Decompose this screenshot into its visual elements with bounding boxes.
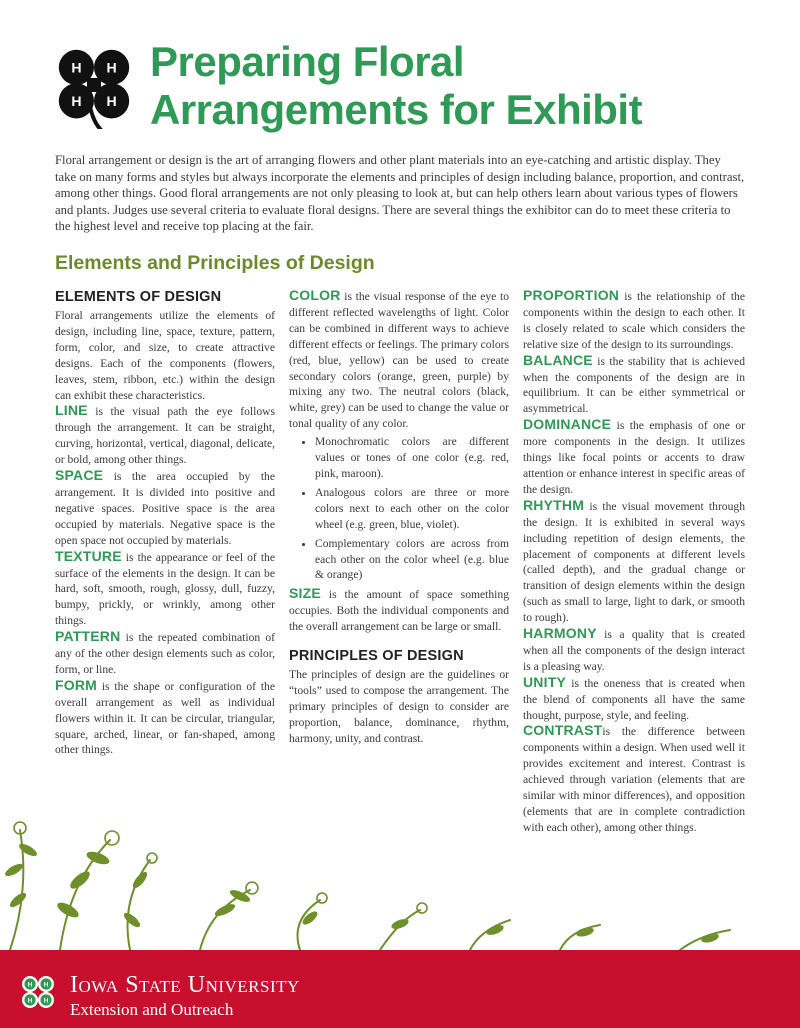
principles-intro: The principles of design are the guidelines or “tools” used to compose the arrangement. The primary principles of design to consider are proportion, balance, dominance, rhythm, harmony, unity, and contrast. <box>289 668 509 745</box>
color-paragraph <box>289 288 509 432</box>
elements-intro: Floral arrangements utilize the elements of design, including line, space, texture, pattern, form, color, and size, to create attractive designs. Each of the components (flowers, leaves, stem, ribbon, etc.) within the design can exhibit these characteristics. <box>55 309 275 402</box>
principles-heading: PRINCIPLES OF DESIGN <box>289 648 464 665</box>
texture-text: is the appearance or feel of the surface of the elements in the design. It can be hard, soft, smooth, rough, glossy, dull, fuzzy, bumpy, prickly, or wrinkly, among other things. <box>55 550 275 628</box>
rhythm-text: is the visual movement through the design. It is exhibited in several ways including repetition of design elements, the placement of components at different levels (called depth), and the gradual change or transition of design elements within the design (such as small to large, light to dark, or smooth to rough). <box>523 499 745 625</box>
balance-term: BALANCE <box>523 351 593 368</box>
color-text: is the visual response of the eye to different reflected wavelengths of light. Color can be combined in different ways to achieve different effects or feelings. The primary colors (red, blue, yellow) can be used to create secondary colors (orange, green, purple) by mixing any two. The neutral colors (black, white, grey) can be used to change the value or tonal quality of any color. <box>289 290 509 431</box>
floral-decoration-icon <box>0 770 800 952</box>
proportion-text: is the relationship of the components within the design to each other. It is closely related to scale which considers the relative size of the design to its surroundings. <box>523 290 745 351</box>
list-item: • Monochromatic colors are different values or tones of one color (e.g. red, pink, maroon). <box>315 434 509 482</box>
contrast-term: CONTRAST <box>523 722 603 739</box>
svg-text:H: H <box>106 59 117 76</box>
svg-text:H: H <box>106 93 117 110</box>
svg-text:H: H <box>27 997 33 1005</box>
svg-text:H: H <box>27 981 33 989</box>
balance-text: is the stability that is achieved when the components of the design are in equilibrium. It can be either symmetrical or asymmetrical. <box>523 354 745 416</box>
title-line-1: Preparing Floral <box>150 38 465 85</box>
column-3 <box>523 288 745 836</box>
four-h-clover-icon <box>50 40 138 130</box>
list-item: • Complementary colors are across from each other on the color wheel (e.g. blue & orange) <box>315 536 509 584</box>
size-term: SIZE <box>289 585 321 602</box>
footer-extension: Extension and Outreach <box>70 1000 234 1019</box>
pattern-paragraph <box>55 629 275 678</box>
page-title <box>150 38 642 134</box>
svg-text:H: H <box>71 93 82 110</box>
color-bullet-list <box>289 434 509 583</box>
footer-bar <box>0 950 800 1028</box>
unity-paragraph <box>523 675 745 724</box>
harmony-text: is a quality that is created when all the components of the design interact is a pleasing way. <box>523 628 745 673</box>
texture-paragraph <box>55 549 275 630</box>
color-term: COLOR <box>289 287 341 303</box>
harmony-paragraph <box>523 626 745 675</box>
pattern-text: is the repeated combination of any of the other design elements such as color, form, or line. <box>55 631 275 676</box>
dominance-paragraph <box>523 417 745 498</box>
dominance-term: DOMINANCE <box>523 416 612 433</box>
form-term: FORM <box>55 676 98 693</box>
svg-text:H: H <box>71 59 82 76</box>
size-text: is the amount of space something occupies. Both the individual components and the overall arrangement can be large or small. <box>289 588 509 634</box>
balance-paragraph <box>523 353 745 418</box>
rhythm-paragraph <box>523 498 745 626</box>
space-term: SPACE <box>55 467 104 484</box>
svg-text:H: H <box>43 981 49 989</box>
list-item: • Analogous colors are three or more colors next to each other on the color wheel (e.g. green, blue, violet). <box>315 485 509 533</box>
section-heading: Elements and Principles of Design <box>55 252 375 274</box>
harmony-term: HARMONY <box>523 625 597 642</box>
svg-text:H: H <box>43 997 49 1005</box>
space-paragraph <box>55 468 275 549</box>
dominance-text: is the emphasis of one or more components in the design. It utilizes things like focal points or accents to draw attention or enhance interest in specific areas of the design. <box>523 419 745 496</box>
space-text: is the area occupied by the arrangement. It is divided into positive and negative spaces. Positive space is the area occupied by materials. Negative space is the open space not occupied by materials. <box>55 470 275 547</box>
column-2 <box>289 288 509 747</box>
column-1 <box>55 288 275 758</box>
texture-term: TEXTURE <box>55 547 122 564</box>
four-h-clover-icon <box>18 972 58 1012</box>
size-paragraph <box>289 586 509 635</box>
footer-university: Iowa State University <box>70 972 300 998</box>
form-text: is the shape or configuration of the overall arrangement as well as individual flowers within it. It can be circular, triangular, square, arched, linear, or fan-shaped, among other things. <box>55 679 275 757</box>
unity-term: UNITY <box>523 673 566 690</box>
line-text: is the visual path the eye follows through the arrangement. It can be straight, curving, horizontal, vertical, diagonal, delicate, or bold, among other things. <box>55 405 275 467</box>
line-term: LINE <box>55 402 88 419</box>
contrast-text: is the difference between components within a design. When used well it provides excitement and interest. Contrast is achieved through variation (elements that are similar with minor differences), and opposition (elements that are in complete contradiction with each other), among other things. <box>523 725 745 834</box>
proportion-term: PROPORTION <box>523 287 620 303</box>
pattern-term: PATTERN <box>55 628 121 645</box>
rhythm-term: RHYTHM <box>523 496 585 513</box>
form-paragraph <box>55 678 275 759</box>
elements-heading: ELEMENTS OF DESIGN <box>55 289 222 305</box>
intro-paragraph: Floral arrangement or design is the art of arranging flowers and other plant materials into an eye-catching and artistic display. They take on many forms and styles but always incorporate the elements and principles of design including balance, proportion, and contrast, among other things. Good floral arrangements are not only pleasing to look at, but can help others learn about various types of flowers and plants. Judges use several criteria to evaluate floral designs. There are several things the exhibitor can do to meet these criteria to the highest level and receive top placing at the fair. <box>55 153 745 234</box>
title-line-2: Arrangements for Exhibit <box>150 86 643 133</box>
line-paragraph <box>55 403 275 468</box>
proportion-paragraph <box>523 288 745 353</box>
unity-text: is the oneness that is created when the blend of components all have the same thought, purpose, style, and feeling. <box>523 676 745 722</box>
